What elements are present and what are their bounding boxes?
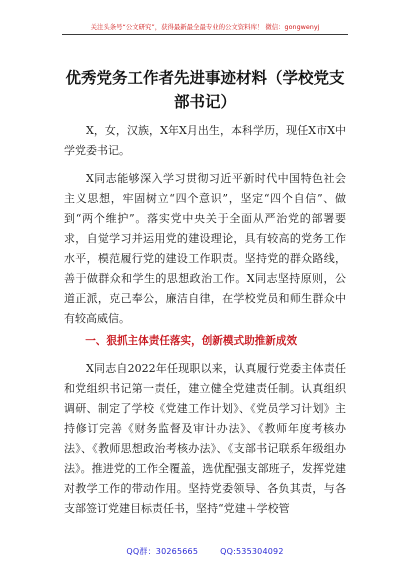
footer-qq: QQ:535304092 bbox=[220, 547, 284, 556]
document-title: 优秀党务工作者先进事迹材料（学校党支部书记） bbox=[65, 69, 345, 111]
paragraph-summary: X同志能够深入学习贯彻习近平新时代中国特色社会主义思想，牢固树立“四个意识”，坚定“四个自信”、做到“两个维护”。落实党中央关于全面从严治党的部署要求，自觉学习并运用党的建设理论，具有较高的党务工作水平，模范履行党的建设工作职责。坚持党的群众路线，善于做群众和学生的思想政治工作。X同志坚持原则，公道正派，克己奉公，廉洁自律，在学校党员和师生群众中有较高威信。 bbox=[64, 172, 346, 325]
footer-qq-group: QQ群：30265665 bbox=[126, 547, 199, 556]
document-body bbox=[64, 121, 346, 519]
paragraph-profile: X，女，汉族，X年X月出生，本科学历，现任X市X中学党委书记。 bbox=[64, 124, 346, 157]
page-footer bbox=[60, 546, 350, 557]
section-heading: 一、狠抓主体责任落实，创新模式助推新成效 bbox=[85, 335, 298, 347]
promo-banner: 关注头条号“公文研究”，获得最新最全最专业的公文资料库！ 微信：gongwenyj bbox=[62, 21, 348, 35]
paragraph-responsibility: X同志自2022年任现职以来，认真履行党委主体责任和党组织书记第一责任，建立健全党建责任制。认真组织调研、制定了学校《党建工作计划》、《党员学习计划》主持修订完善《财务监督及审计办法》、《教师年度考核办法》、《教师思想政治考核办法》、《支部书记联系年级组办法》。推进党的工作全覆盖，选优配强支部班子，发挥党建对教学工作的带动作用。坚持党委领导、各负其责，与各支部签订党建目标责任书，坚持“党建＋学校管 bbox=[64, 362, 346, 515]
